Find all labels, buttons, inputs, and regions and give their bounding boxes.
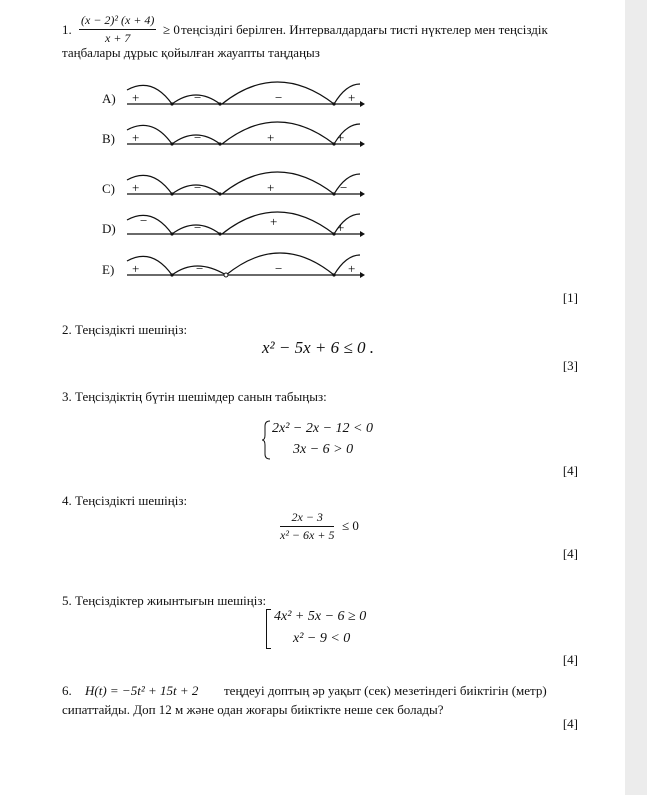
q1-option-e-label: E) <box>102 262 115 277</box>
q1-e-sign-3: − <box>275 261 283 276</box>
q4-tail: ≤ 0 <box>342 518 359 533</box>
q3-line2: 3x − 6 > 0 <box>293 442 354 457</box>
q1-a-sign-3: − <box>275 90 283 105</box>
q3-text: 3. Теңсіздіктің бүтін шешімдер санын табыңыз: <box>62 389 327 404</box>
q1-e-sign-4: + <box>348 261 356 276</box>
q5-line2: x² − 9 < 0 <box>293 631 351 646</box>
q1-e-sign-2: − <box>196 261 204 276</box>
q1-option-a-numberline[interactable] <box>122 74 367 114</box>
q4-fraction <box>280 510 334 543</box>
q6-text-line1: теңдеуі доптың әр уақыт (сек) мезетіндегі биіктігін (метр) <box>224 683 547 698</box>
q1-number: 1. <box>62 22 72 37</box>
q5-line1: 4x² + 5x − 6 ≥ 0 <box>274 609 367 624</box>
q1-option-d-label: D) <box>102 221 116 236</box>
q1-d-sign-1: − <box>140 213 148 228</box>
q1-option-a-label: A) <box>102 91 116 106</box>
q4-fraction-denominator: x² − 6x + 5 <box>280 528 335 542</box>
viewer-side-margin <box>625 0 647 795</box>
q6-function: H(t) = −5t² + 15t + 2 <box>85 683 199 698</box>
q1-b-sign-1: + <box>132 130 140 145</box>
q1-text-line2: таңбалары дұрыс қойылған жауапты таңдаңыз <box>62 45 320 60</box>
q1-option-c-label: C) <box>102 181 115 196</box>
q2-text: 2. Теңсіздікті шешіңіз: <box>62 322 188 337</box>
q1-b-sign-3: + <box>267 130 275 145</box>
q5-marks: [4] <box>562 652 578 667</box>
q1-option-d-numberline[interactable] <box>122 204 367 244</box>
q1-a-sign-2: − <box>194 90 202 105</box>
q3-system-brace <box>262 420 272 460</box>
q1-c-sign-3: + <box>267 180 275 195</box>
q1-b-sign-4: + <box>337 130 345 145</box>
q1-marks: [1] <box>562 290 578 305</box>
q5-text: 5. Теңсіздіктер жиынтығын шешіңіз: <box>62 593 267 608</box>
q5-set-bracket <box>266 609 271 649</box>
q1-d-sign-3: + <box>270 214 278 229</box>
q1-a-sign-1: + <box>132 90 140 105</box>
q1-option-b-numberline[interactable] <box>122 114 367 154</box>
q6-number: 6. <box>62 683 72 698</box>
q1-c-sign-1: + <box>132 180 140 195</box>
q1-option-c-numberline[interactable] <box>122 164 367 204</box>
q3-marks: [4] <box>562 463 578 478</box>
q6-marks: [4] <box>562 716 578 731</box>
q1-ineq-tail: ≥ 0 <box>163 22 180 37</box>
q1-fraction-numerator: (x − 2)² (x + 4) <box>79 13 156 30</box>
q6-text-line2: сипаттайды. Доп 12 м және одан жоғары биіктікте неше сек болады? <box>62 702 444 717</box>
q4-fraction-numerator: 2x − 3 <box>280 510 334 527</box>
q1-option-e-numberline[interactable] <box>122 245 367 285</box>
q1-fraction <box>79 13 156 46</box>
q4-marks: [4] <box>562 546 578 561</box>
q1-option-b-label: B) <box>102 131 115 146</box>
q1-d-sign-2: − <box>194 220 202 235</box>
q1-a-sign-4: + <box>348 90 356 105</box>
q1-e-sign-1: + <box>132 261 140 276</box>
q1-b-sign-2: − <box>194 130 202 145</box>
q2-expression: x² − 5x + 6 ≤ 0 . <box>262 338 374 357</box>
q2-marks: [3] <box>562 358 578 373</box>
q1-c-sign-2: − <box>194 180 202 195</box>
q3-line1: 2x² − 2x − 12 < 0 <box>272 421 373 436</box>
q4-text: 4. Теңсіздікті шешіңіз: <box>62 493 188 508</box>
q1-d-sign-4: + <box>337 220 345 235</box>
q1-c-sign-4: − <box>340 180 348 195</box>
q1-text-line1: теңсіздігі берілген. Интервалдардағы тисті нүктелер мен теңсіздік <box>181 22 548 37</box>
q1-fraction-denominator: x + 7 <box>105 31 131 45</box>
